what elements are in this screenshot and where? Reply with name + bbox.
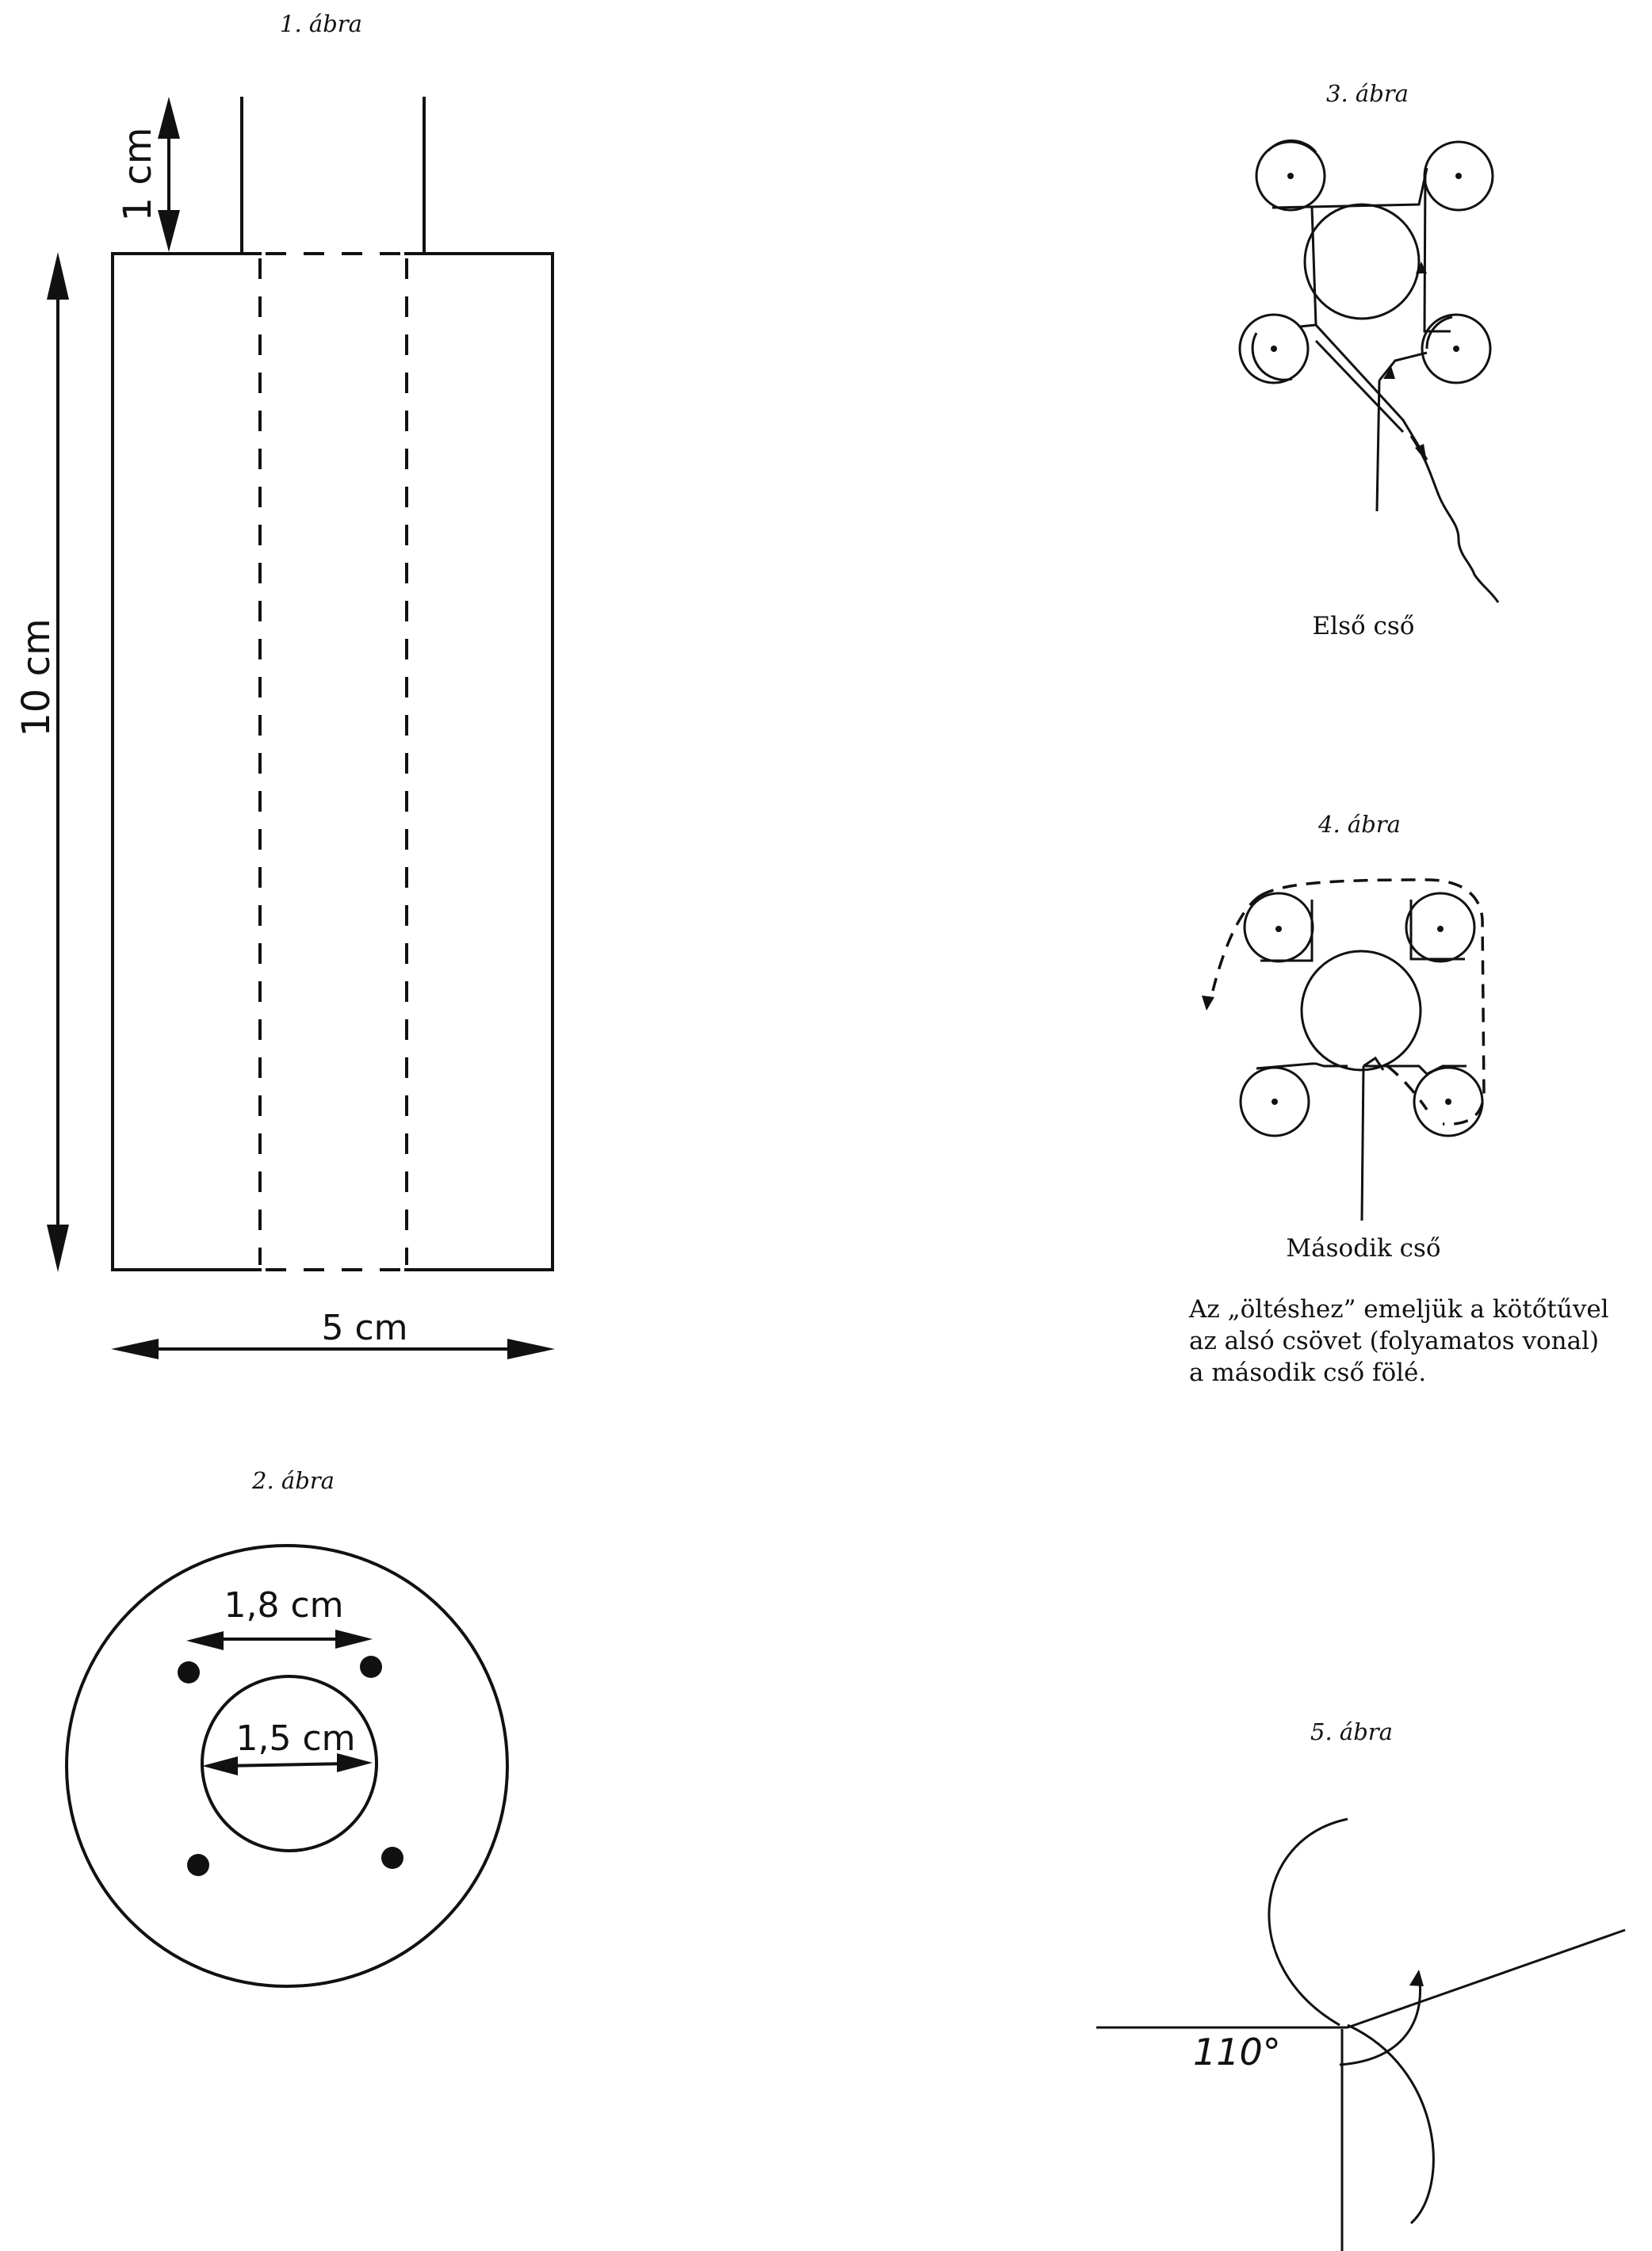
tube-rectangle	[113, 254, 553, 1270]
thread-path-solid	[1256, 900, 1467, 1221]
figure-5	[1096, 1718, 1625, 2251]
slanted-line	[1348, 1930, 1625, 2027]
figure-1	[14, 10, 555, 1359]
dimension-inner-label: 1,5 cm	[235, 1718, 356, 1759]
figure-1-caption: 1. ábra	[280, 10, 362, 37]
dimension-10cm-arrow	[47, 252, 69, 1272]
figure-4-subtitle: Második cső	[1286, 1234, 1441, 1263]
figure-2	[67, 1467, 507, 1986]
figure-3	[1240, 80, 1498, 640]
lower-arc	[1348, 2025, 1433, 2223]
hole-dot	[187, 1854, 209, 1876]
dimension-outer-label: 1,8 cm	[224, 1585, 344, 1626]
figure-4-note-line: Az „öltéshez” emeljük a kötőtűvel	[1189, 1295, 1609, 1324]
figure-2-caption: 2. ábra	[252, 1467, 335, 1494]
hole-dot	[381, 1847, 403, 1869]
hole-dot	[178, 1661, 200, 1683]
figure-5-caption: 5. ábra	[1310, 1718, 1393, 1745]
center-circle	[1302, 951, 1421, 1070]
figure-3-subtitle: Első cső	[1312, 612, 1415, 640]
angle-arc	[1340, 1974, 1421, 2065]
angle-label: 110°	[1193, 2031, 1281, 2073]
figure-4-caption: 4. ábra	[1318, 811, 1401, 838]
dimension-outer-arrow	[186, 1630, 373, 1650]
figure-3-caption: 3. ábra	[1326, 80, 1409, 107]
dimension-10cm-label: 10 cm	[14, 618, 59, 737]
center-circle	[1305, 204, 1419, 319]
dimension-5cm-label: 5 cm	[321, 1308, 408, 1348]
dimension-1cm-label: 1 cm	[116, 127, 160, 222]
figure-4	[1188, 811, 1609, 1387]
figure-4-note-line: az alsó csövet (folyamatos vonal)	[1189, 1327, 1600, 1355]
figure-4-note-line: a második cső fölé.	[1189, 1359, 1427, 1387]
upper-arc	[1269, 1819, 1348, 2025]
dimension-1cm-arrow	[158, 97, 180, 252]
hole-dot	[360, 1656, 382, 1678]
